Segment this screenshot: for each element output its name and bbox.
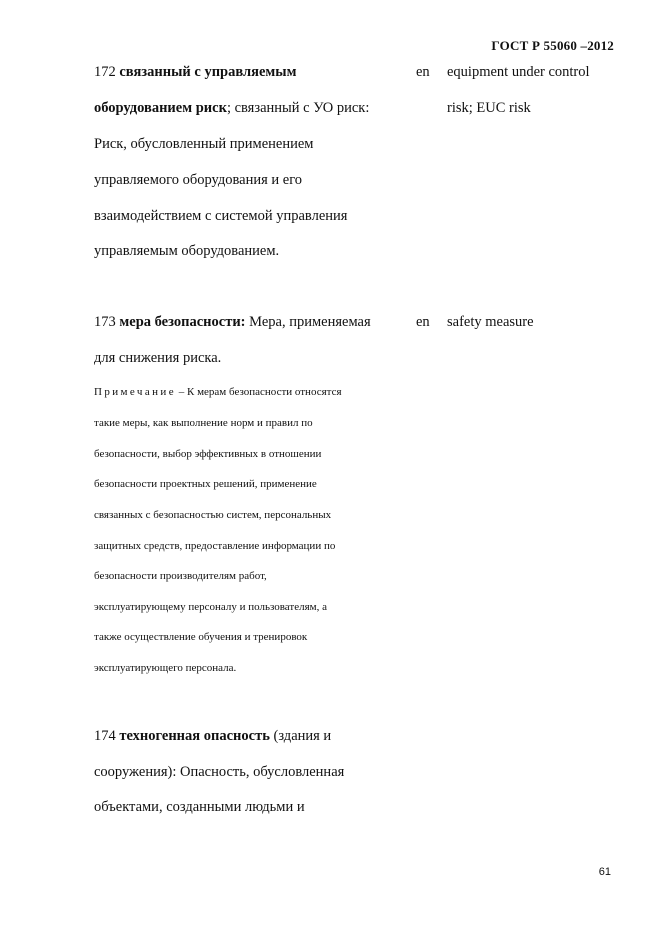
note-line: безопасности проектных решений, применение [94, 478, 317, 490]
term-number: 174 [94, 728, 116, 744]
term-synonym: ; связанный с УО риск: [226, 100, 370, 116]
definition-line: управляемым оборудованием. [94, 243, 280, 259]
term-qualifier: (здания и [269, 728, 332, 744]
language-code: en [416, 64, 430, 80]
definition-line: объектами, созданными людьми и [94, 799, 305, 815]
english-equivalent-line: safety measure [447, 314, 534, 330]
term-title: техногенная опасность [119, 728, 270, 744]
term-title: оборудованием риск [94, 100, 227, 116]
term-172-line-2 [94, 100, 369, 117]
page-header-standard: ГОСТ Р 55060 –2012 [491, 38, 614, 53]
note-label: Примечание [94, 386, 176, 398]
note-line: защитных средств, предоставление информации по [94, 540, 336, 552]
note-line: безопасности производителям работ, [94, 570, 267, 582]
note-line: такие меры, как выполнение норм и правил по [94, 417, 313, 429]
definition-line: взаимодействием с системой управления [94, 208, 348, 224]
term-172-line-1 [94, 64, 297, 81]
term-number: 173 [94, 314, 116, 330]
page-number: 61 [598, 866, 611, 878]
english-equivalent-line: equipment under control [447, 64, 590, 80]
term-174-line-1 [94, 728, 331, 745]
note-text: – К мерам безопасности относятся [175, 386, 342, 398]
note-line: связанных с безопасностью систем, персональных [94, 509, 332, 521]
language-code: en [416, 314, 430, 330]
definition-line: управляемого оборудования и его [94, 172, 303, 188]
term-title: связанный с управляемым [119, 64, 297, 80]
term-number: 172 [94, 64, 116, 80]
term-title: мера безопасности: [119, 314, 246, 330]
definition-line: сооружения): Опасность, обусловленная [94, 764, 345, 780]
term-173-line-1 [94, 314, 371, 331]
definition-line: для снижения риска. [94, 350, 222, 366]
definition-line: Риск, обусловленный применением [94, 136, 314, 152]
note-line: эксплуатирующего персонала. [94, 662, 237, 674]
english-equivalent-line: risk; EUC risk [447, 100, 531, 116]
note-line: также осуществление обучения и тренировок [94, 631, 308, 643]
note-line: эксплуатирующему персоналу и пользователям, а [94, 601, 327, 613]
note-line [94, 386, 342, 398]
definition-text: Мера, применяемая [245, 314, 371, 330]
note-line: безопасности, выбор эффективных в отношении [94, 448, 322, 460]
